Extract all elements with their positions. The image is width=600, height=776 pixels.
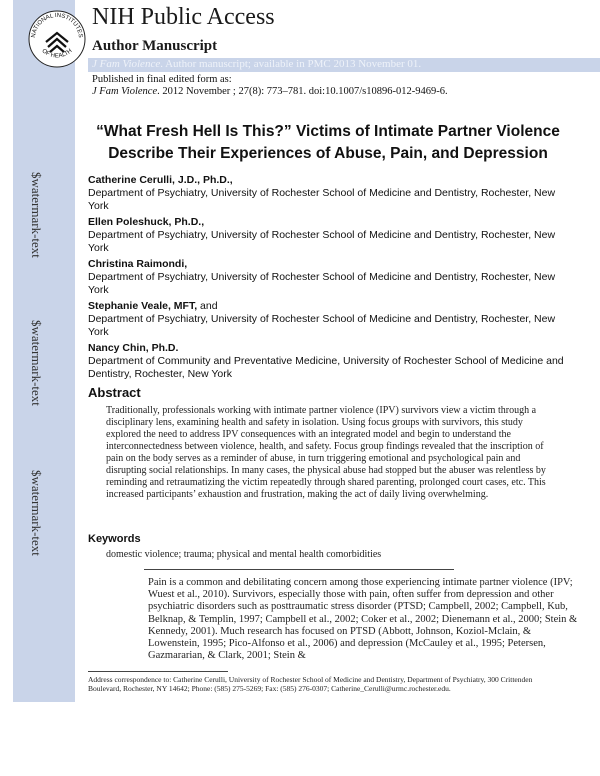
pmc-journal: J Fam Violence [92, 58, 161, 70]
author-name: Christina Raimondi, [88, 258, 188, 270]
keywords-heading: Keywords [88, 533, 141, 545]
citation-details: . 2012 November ; 27(8): 773–781. doi:10.1007/s10896-012-9469-6. [157, 86, 448, 97]
author-name: Ellen Poleshuck, Ph.D., [88, 216, 205, 228]
pmc-availability-text: . Author manuscript; available in PMC 2013 November 01. [160, 58, 422, 70]
author-manuscript-label: Author Manuscript [92, 38, 218, 54]
author-block [88, 342, 578, 381]
section-divider [144, 569, 454, 570]
author-affiliation: Department of Psychiatry, University of Rochester School of Medicine and Dentistry, Rochester, New York [88, 229, 556, 254]
footnote-divider [88, 671, 228, 672]
pmc-availability-line [92, 58, 421, 70]
abstract-text: Traditionally, professionals working with intimate partner violence (IPV) survivors view a victim through a disciplinary lens, examining health and safety in isolation. Using focus groups with survivors, this study explored the need to address IPV consequences with an integrated model and begin to understand the interconnectedness between violence, health, and safety. Focus group findings revealed that the inscription of pain on the body serves as a reminder of abuse, in turn triggering emotional and psychological pain and disrupting social relationships. In many cases, the physical abuse had stopped but the abuser was relentless by reminding and retraumatizing the victim repeatedly through shared parenting, prolonged court cases, etc. This increased participants’ exhaustion and frustration, making the act of daily living overwhelming. [106, 405, 546, 500]
watermark-text-1: $watermark-text [29, 172, 44, 258]
logo-text-bottom: OF HEALTH [40, 48, 74, 60]
watermark-text-3: $watermark-text [29, 470, 44, 556]
watermark-text-2: $watermark-text [29, 320, 44, 406]
correspondence-footnote: Address correspondence to: Catherine Cerulli, University of Rochester School of Medicine and Dentistry, Department of Psychiatry, 300 Crittenden Boulevard, Rochester, NY 14642; Phone: (585) 275-5269; Fax: (585) 276-0307; Catherine_Cerulli@urmc.rochester.edu. [88, 675, 533, 694]
logo-text-top: NATIONAL INSTITUTES [30, 12, 84, 39]
body-paragraph: Pain is a common and debilitating concern among those experiencing intimate partner violence (IPV; Wuest et al., 2010). Survivors, especially those with pain, often suffer from depression and other psychiatric disorders such as posttraumatic stress disorder (PTSD; Campbell, 2002; Campbell, Kub, Belknap, & Templin, 1997; Campbell et al., 2002; Coker et al., 2002; Dienemann et al., 2000; Stein & Kennedy, 2001). Much research has focused on PTSD (Abbott, Johnson, Koziol-Mclain, & Lowenstein, 1995; Pico-Alfonso et al., 2006) and depression (McCauley et al., 1995; Petersen, Gazmararian, & Clark, 2001; Stein & [148, 577, 578, 662]
article-title: “What Fresh Hell Is This?” Victims of Intimate Partner Violence Describe Their Experiences of Abuse, Pain, and Depression [96, 123, 560, 162]
author-affiliation: Department of Psychiatry, University of Rochester School of Medicine and Dentistry, Rochester, New York [88, 271, 556, 296]
author-affiliation: Department of Psychiatry, University of Rochester School of Medicine and Dentistry, Rochester, New York [88, 313, 556, 338]
author-name: Nancy Chin, Ph.D. [88, 342, 179, 354]
author-affiliation: Department of Community and Preventative Medicine, University of Rochester School of Medicine and Dentistry, Rochester, New York [88, 355, 564, 380]
author-affiliation: Department of Psychiatry, University of Rochester School of Medicine and Dentistry, Rochester, New York [88, 187, 556, 212]
author-name: Catherine Cerulli, J.D., Ph.D., [88, 174, 233, 186]
nih-logo-icon [26, 6, 88, 68]
keywords-text: domestic violence; trauma; physical and mental health comorbidities [106, 549, 382, 560]
author-block [88, 174, 578, 213]
author-block [88, 258, 578, 297]
author-block [88, 216, 578, 255]
nih-public-access-title: NIH Public Access [92, 4, 275, 30]
abstract-heading: Abstract [88, 385, 141, 400]
author-name: Stephanie Veale, MFT, [88, 300, 198, 312]
author-conjunction: and [197, 300, 218, 312]
citation-journal: J Fam Violence [92, 86, 158, 97]
author-block [88, 300, 578, 339]
citation [92, 86, 448, 97]
published-label: Published in final edited form as: [92, 74, 232, 85]
